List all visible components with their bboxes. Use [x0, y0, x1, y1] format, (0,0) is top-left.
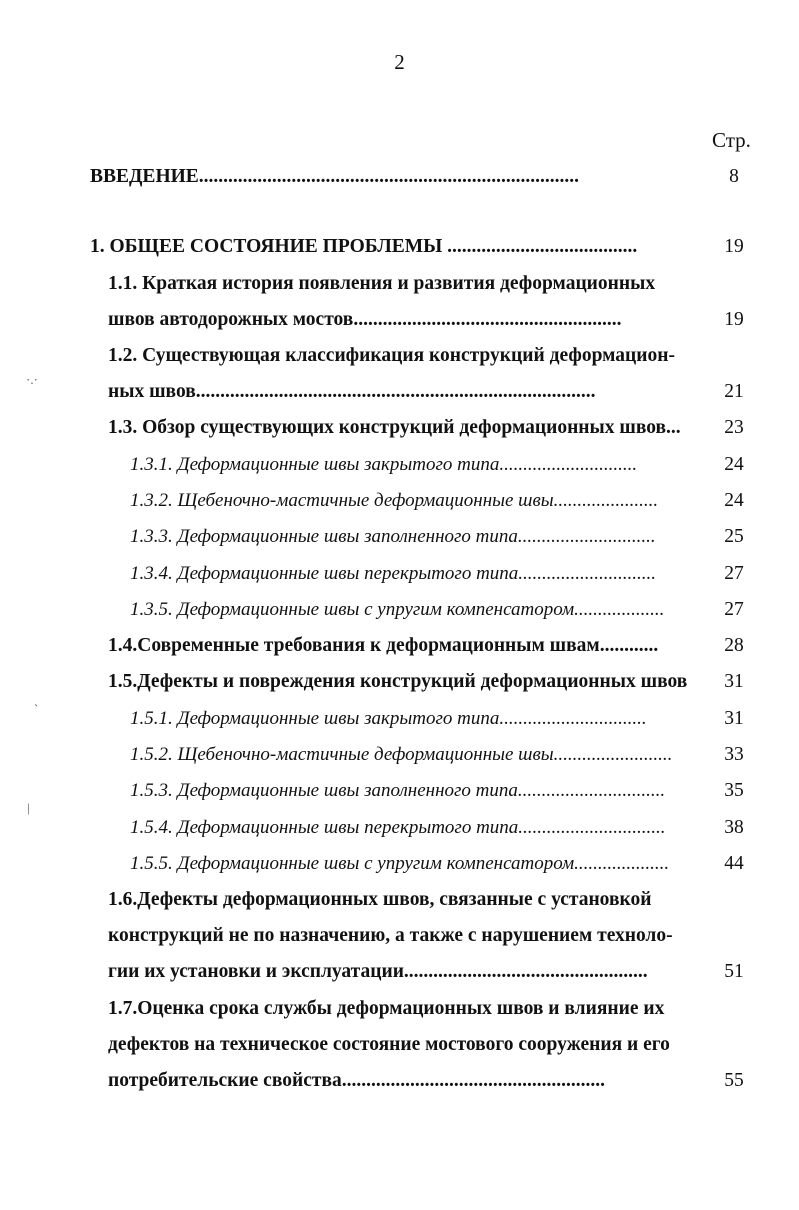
toc-page-1-2: 21 — [724, 381, 744, 402]
toc-page-1-4: 28 — [724, 635, 744, 656]
page-column-header: Стр. — [712, 128, 751, 152]
toc-page-1-3-1: 24 — [724, 454, 744, 475]
toc-page-1-5-3: 35 — [724, 780, 744, 801]
toc-entry-1-3: 1.3. Обзор существующих конструкций деформационных швов... — [108, 417, 681, 438]
toc-page-1-3-3: 25 — [724, 526, 744, 547]
toc-entry-1-5-3: 1.5.3. Деформационные швы заполненного типа............................... — [130, 780, 666, 801]
toc-entry-1-1-line2: швов автодорожных мостов....................................................... — [108, 309, 622, 330]
toc-entry-1-7-line1: 1.7.Оценка срока службы деформационных швов и влияние их — [108, 998, 665, 1019]
toc-page-1-3-2: 24 — [724, 490, 744, 511]
toc-page-1-5-4: 38 — [724, 817, 744, 838]
toc-page-1-3: 23 — [724, 417, 744, 438]
toc-page-1-3-4: 27 — [724, 563, 744, 584]
toc-entry-1-3-3: 1.3.3. Деформационные швы заполненного типа............................. — [130, 526, 656, 547]
toc-page-1-7: 55 — [724, 1070, 744, 1091]
page-number: 2 — [394, 50, 405, 74]
toc-entry-1-1-line1: 1.1. Краткая история появления и развития деформационных — [108, 273, 656, 294]
toc-entry-intro: ВВЕДЕНИЕ.............................................................................. — [90, 166, 580, 187]
toc-entry-1-3-2: 1.3.2. Щебеночно-мастичные деформационные швы...................... — [130, 490, 659, 511]
toc-entry-1-3-1: 1.3.1. Деформационные швы закрытого типа............................. — [130, 454, 638, 475]
toc-page-1-1: 19 — [724, 309, 744, 330]
toc-entry-1-3-4: 1.3.4. Деформационные швы перекрытого типа............................. — [130, 563, 657, 584]
scan-speck: ˎ — [34, 692, 39, 707]
toc-entry-1-3-5: 1.3.5. Деформационные швы с упругим компенсатором................... — [130, 599, 665, 620]
toc-page-intro: 8 — [729, 166, 739, 187]
toc-entry-1-4: 1.4.Современные требования к деформационным швам............ — [108, 635, 659, 656]
toc-entry-1-5-2: 1.5.2. Щебеночно-мастичные деформационные швы......................... — [130, 744, 673, 765]
toc-page-1-6: 51 — [724, 961, 744, 982]
toc-entry-1-5-4: 1.5.4. Деформационные швы перекрытого типа............................... — [130, 817, 666, 838]
toc-entry-1-2-line1: 1.2. Существующая классификация конструкций деформацион- — [108, 345, 675, 366]
toc-page-1-5-1: 31 — [724, 708, 744, 729]
toc-entry-1-6-line2: конструкций не по назначению, а также с нарушением техноло- — [108, 925, 673, 946]
toc-entry-1-5-1: 1.5.1. Деформационные швы закрытого типа............................... — [130, 708, 647, 729]
toc-page-1-5: 31 — [724, 671, 744, 692]
scan-speck: ·.· — [26, 372, 38, 387]
scan-speck: | — [27, 800, 30, 815]
toc-page-1-5-2: 33 — [724, 744, 744, 765]
toc-page-chapter-1: 19 — [724, 236, 744, 257]
toc-entry-chapter-1: 1. ОБЩЕЕ СОСТОЯНИЕ ПРОБЛЕМЫ ....................................... — [90, 236, 638, 257]
toc-entry-1-7-line3: потребительские свойства...................................................... — [108, 1070, 605, 1091]
toc-page-1-3-5: 27 — [724, 599, 744, 620]
toc-entry-1-2-line2: ных швов.................................................................................. — [108, 381, 596, 402]
toc-entry-1-5-5: 1.5.5. Деформационные швы с упругим компенсатором.................... — [130, 853, 670, 874]
toc-entry-1-6-line3: гии их установки и эксплуатации.................................................. — [108, 961, 648, 982]
toc-entry-1-6-line1: 1.6.Дефекты деформационных швов, связанные с установкой — [108, 889, 652, 910]
toc-page-1-5-5: 44 — [724, 853, 744, 874]
toc-entry-1-5: 1.5.Дефекты и повреждения конструкций деформационных швов — [108, 671, 688, 692]
toc-entry-1-7-line2: дефектов на техническое состояние мостового сооружения и его — [108, 1034, 670, 1055]
